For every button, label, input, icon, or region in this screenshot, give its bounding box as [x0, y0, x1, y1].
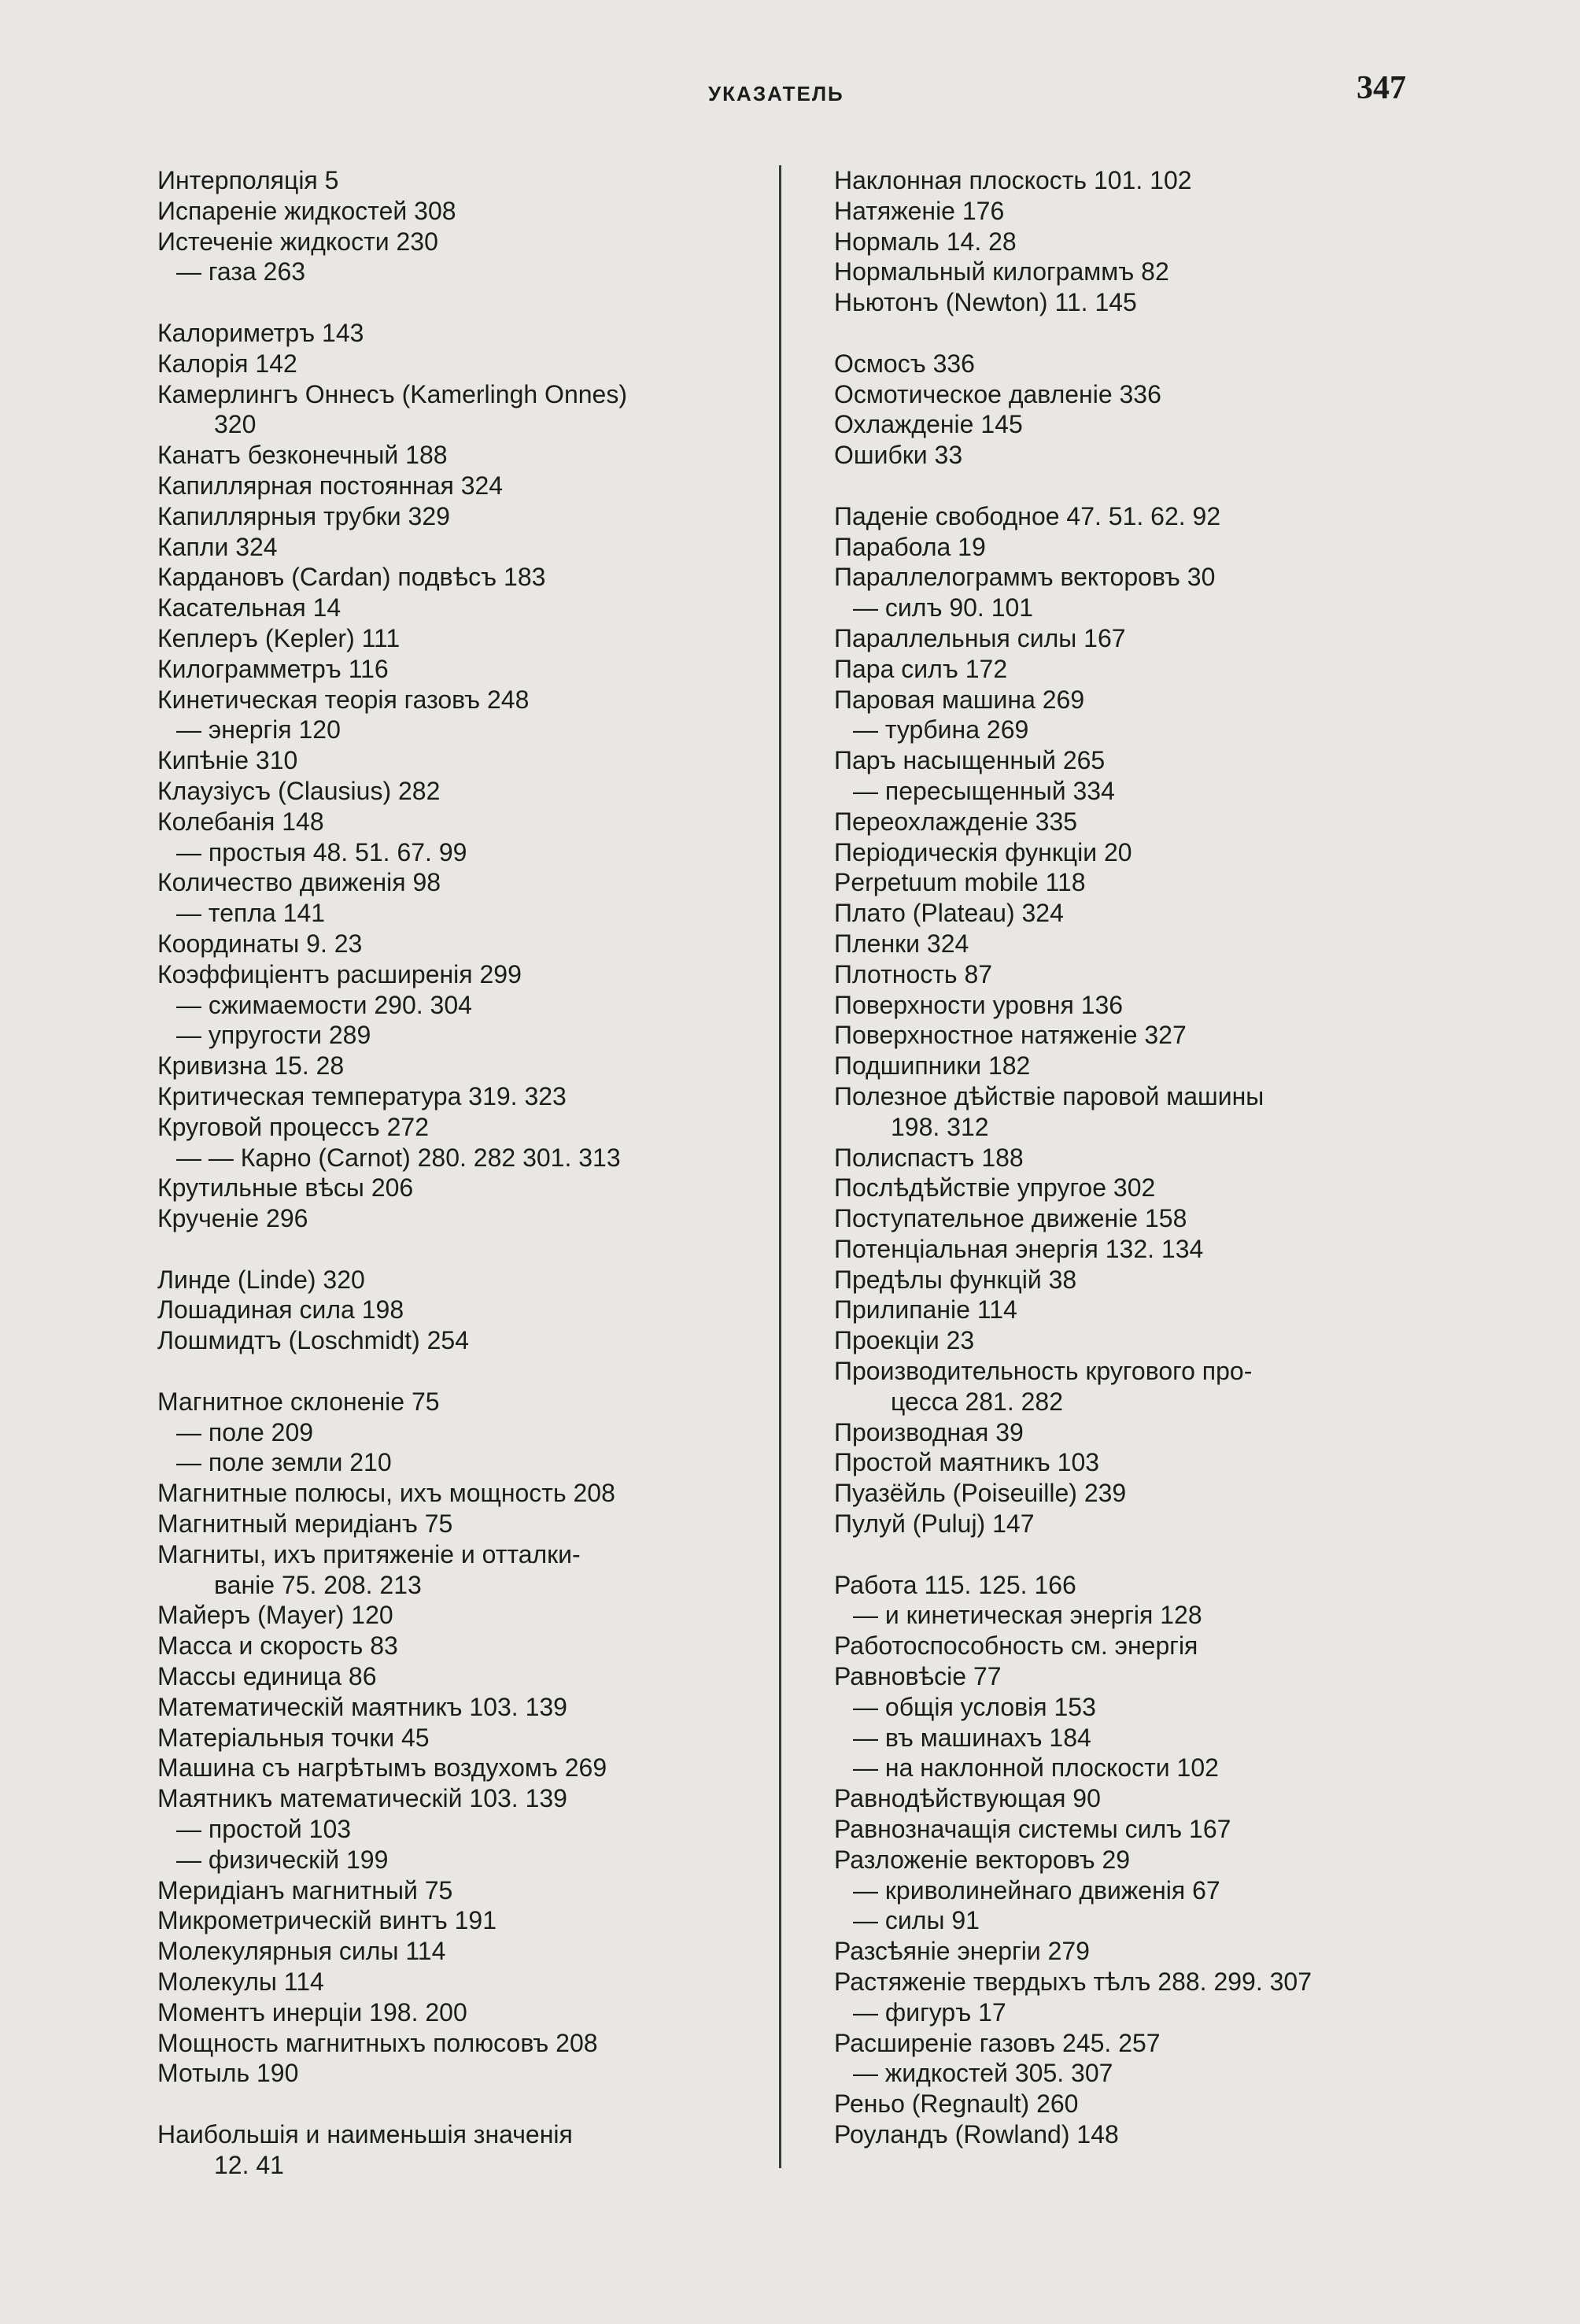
index-entry: Поступательное движеніе 158 [834, 1204, 1187, 1233]
index-entry: Машина съ нагрѣтымъ воздухомъ 269 [157, 1753, 607, 1783]
index-entry: Расширеніе газовъ 245. 257 [834, 2028, 1161, 2057]
index-entry: Круговой процессъ 272 [157, 1112, 430, 1141]
index-entry: — общія условія 153 [853, 1692, 1096, 1721]
index-entry: 12. 41 [214, 2150, 284, 2179]
index-entry: Колебанія 148 [157, 807, 324, 836]
index-entry: — физическій 199 [176, 1845, 389, 1874]
index-entry: — на наклонной плоскости 102 [853, 1753, 1219, 1783]
index-entry: Математическій маятникъ 103. 139 [157, 1692, 567, 1721]
index-entry: — тепла 141 [176, 899, 326, 928]
index-entry: Кардановъ (Cardan) подвѣсъ 183 [157, 563, 546, 592]
section-gap [157, 1234, 748, 1265]
index-entry: Количество движенія 98 [157, 868, 441, 897]
section-gap [834, 318, 1420, 349]
running-header: УКАЗАТЕЛЬ [708, 82, 844, 105]
index-entry: Масса и скорость 83 [157, 1631, 398, 1661]
index-entry: Клаузіусъ (Clausius) 282 [157, 776, 441, 805]
index-entry: Касательная 14 [157, 593, 341, 623]
index-entry: Проекціи 23 [834, 1326, 975, 1355]
index-entry: Микрометрическій винтъ 191 [157, 1906, 497, 1935]
index-entry: Капли 324 [157, 532, 278, 561]
index-entry: Капиллярныя трубки 329 [157, 501, 450, 530]
index-entry: — поле 209 [176, 1417, 314, 1446]
index-entry: Наклонная плоскость 101. 102 [834, 166, 1192, 194]
index-entry: Равнодѣйствующая 90 [834, 1784, 1101, 1813]
index-entry: — фигуръ 17 [853, 1997, 1006, 2027]
index-entry: Кинетическая теорія газовъ 248 [157, 685, 530, 714]
index-entry: Моментъ инерціи 198. 200 [157, 1997, 467, 2027]
index-entry: цесса 281. 282 [891, 1387, 1064, 1416]
index-entry: — простыя 48. 51. 67. 99 [176, 837, 467, 866]
index-entry: — жидкостей 305. 307 [853, 2059, 1113, 2088]
index-entry: Крученіе 296 [157, 1204, 308, 1233]
index-entry: Истеченіе жидкости 230 [157, 227, 438, 256]
index-entry: Нормальный килограммъ 82 [834, 257, 1169, 286]
section-gap [834, 1539, 1420, 1570]
index-entry: Пленки 324 [834, 929, 969, 958]
index-entry: Періодическія функціи 20 [834, 837, 1132, 866]
index-entry: Perpetuum mobile 118 [834, 868, 1086, 897]
index-entry: Ньютонъ (Newton) 11. 145 [834, 288, 1137, 317]
index-entry: Полиспастъ 188 [834, 1143, 1024, 1172]
index-entry: Испареніе жидкостей 308 [157, 196, 456, 225]
index-entry: Парабола 19 [834, 532, 986, 561]
index-entry: Координаты 9. 23 [157, 929, 363, 958]
index-entry: Параллелограммъ векторовъ 30 [834, 563, 1216, 592]
section-gap [157, 2089, 748, 2119]
index-entry: Коэффиціентъ расширенія 299 [157, 959, 522, 988]
index-entry: Полезное дѣйствіе паровой машины [834, 1081, 1264, 1110]
index-entry: — турбина 269 [853, 715, 1029, 744]
index-entry: Производительность кругового про- [834, 1357, 1253, 1386]
section-gap [834, 471, 1420, 501]
section-gap [157, 1356, 748, 1387]
index-entry: Маятникъ математическій 103. 139 [157, 1784, 567, 1813]
index-entry: Простой маятникъ 103 [834, 1448, 1100, 1477]
index-entry: Равнозначащія системы силъ 167 [834, 1815, 1231, 1844]
index-entry: Камерлингъ Оннесъ (Kamerlingh Onnes) [157, 379, 627, 408]
index-entry: Критическая температура 319. 323 [157, 1081, 567, 1110]
index-entry: Роуландъ (Rowland) 148 [834, 2120, 1119, 2148]
index-entry: Массы единица 86 [157, 1662, 377, 1691]
index-entry: Килограмметръ 116 [157, 654, 389, 683]
index-entry: — силы 91 [853, 1906, 980, 1935]
index-entry: Крутильные вѣсы 206 [157, 1173, 414, 1203]
index-entry: Работоспособность см. энергія [834, 1631, 1198, 1661]
index-entry: Подшипники 182 [834, 1051, 1031, 1081]
index-entry: Параллельныя силы 167 [834, 623, 1126, 652]
index-entry: Послѣдѣйствіе упругое 302 [834, 1173, 1156, 1203]
index-entry: 198. 312 [891, 1112, 989, 1141]
index-entry: Молекулярныя силы 114 [157, 1937, 446, 1966]
index-entry: Магниты, ихъ притяженіе и отталки- [157, 1539, 581, 1568]
index-entry: Разсѣяніе энергіи 279 [834, 1937, 1090, 1966]
index-entry: Майеръ (Mayer) 120 [157, 1601, 393, 1630]
index-entry: — пересыщенный 334 [853, 776, 1115, 805]
index-entry: Паровая машина 269 [834, 685, 1085, 714]
index-entry: Поверхностное натяженіе 327 [834, 1021, 1187, 1050]
index-entry: Мощность магнитныхъ полюсовъ 208 [157, 2028, 598, 2057]
index-entry: Паденіе свободное 47. 51. 62. 92 [834, 501, 1221, 530]
index-entry: Магнитный меридіанъ 75 [157, 1509, 453, 1539]
section-gap [157, 287, 748, 318]
index-entry: Предѣлы функцій 38 [834, 1265, 1077, 1294]
index-entry: Капиллярная постоянная 324 [157, 471, 504, 500]
index-entry: 320 [214, 410, 257, 439]
index-entry: Производная 39 [834, 1417, 1024, 1446]
index-entry: Плотность 87 [834, 959, 993, 988]
index-column-left [157, 165, 748, 2181]
column-divider [779, 165, 781, 2168]
index-entry: Кривизна 15. 28 [157, 1051, 345, 1081]
index-entry: Лошмидтъ (Loschmidt) 254 [157, 1326, 469, 1355]
index-entry: — энергія 120 [176, 715, 341, 744]
index-entry: Нормаль 14. 28 [834, 227, 1017, 256]
index-entry: Осмосъ 336 [834, 349, 975, 378]
index-entry: Линде (Linde) 320 [157, 1265, 365, 1294]
index-entry: Мотыль 190 [157, 2059, 299, 2088]
index-entry: Наибольшія и наименьшія значенія [157, 2120, 573, 2148]
index-entry: Натяженіе 176 [834, 196, 1005, 225]
index-entry: — криволинейнаго движенія 67 [853, 1875, 1220, 1905]
index-entry: Ошибки 33 [834, 441, 963, 470]
index-entry: Меридіанъ магнитный 75 [157, 1875, 453, 1905]
index-entry: Реньо (Regnault) 260 [834, 2089, 1079, 2119]
index-entry: Магнитные полюсы, ихъ мощность 208 [157, 1479, 615, 1508]
index-entry: Переохлажденіе 335 [834, 807, 1078, 836]
index-column-right [834, 165, 1420, 2150]
index-entry: Прилипаніе 114 [834, 1295, 1017, 1325]
index-entry: ваніе 75. 208. 213 [214, 1570, 422, 1599]
index-entry: — въ машинахъ 184 [853, 1723, 1091, 1752]
index-entry: — силъ 90. 101 [853, 593, 1034, 623]
index-entry: Равновѣсіе 77 [834, 1662, 1002, 1691]
index-entry: — и кинетическая энергія 128 [853, 1601, 1202, 1630]
index-entry: — упругости 289 [176, 1021, 371, 1050]
index-entry: Лошадиная сила 198 [157, 1295, 404, 1325]
index-entry: — поле земли 210 [176, 1448, 392, 1477]
page-number: 347 [1357, 70, 1406, 106]
index-entry: Осмотическое давленіе 336 [834, 379, 1161, 408]
index-entry: Калорія 142 [157, 349, 297, 378]
index-entry: Растяженіе твердыхъ тѣлъ 288. 299. 307 [834, 1967, 1312, 1997]
index-entry: Паръ насыщенный 265 [834, 746, 1106, 775]
index-entry: Молекулы 114 [157, 1967, 324, 1997]
index-entry: — сжимаемости 290. 304 [176, 990, 472, 1019]
index-entry: Пулуй (Puluj) 147 [834, 1509, 1035, 1539]
index-entry: Пуазёйль (Poiseuille) 239 [834, 1479, 1127, 1508]
index-entry: Магнитное склоненіе 75 [157, 1387, 440, 1416]
index-entry: Интерполяція 5 [157, 166, 339, 194]
index-entry: Кеплеръ (Kepler) 111 [157, 623, 401, 652]
index-entry: — простой 103 [176, 1815, 352, 1844]
index-entry: Разложеніе векторовъ 29 [834, 1845, 1131, 1874]
index-entry: Поверхности уровня 136 [834, 990, 1124, 1019]
index-entry: Кипѣніе 310 [157, 746, 298, 775]
index-entry: Работа 115. 125. 166 [834, 1570, 1076, 1599]
index-entry: Плато (Plateau) 324 [834, 899, 1064, 928]
index-entry: Калориметръ 143 [157, 318, 364, 347]
index-entry: Потенціальная энергія 132. 134 [834, 1234, 1204, 1263]
index-entry: — — Карно (Carnot) 280. 282 301. 313 [176, 1143, 621, 1172]
index-entry: Пара силъ 172 [834, 654, 1008, 683]
index-entry: Охлажденіе 145 [834, 410, 1023, 439]
index-entry: Канатъ безконечный 188 [157, 441, 448, 470]
index-entry: — газа 263 [176, 257, 306, 286]
index-entry: Матеріальныя точки 45 [157, 1723, 430, 1752]
